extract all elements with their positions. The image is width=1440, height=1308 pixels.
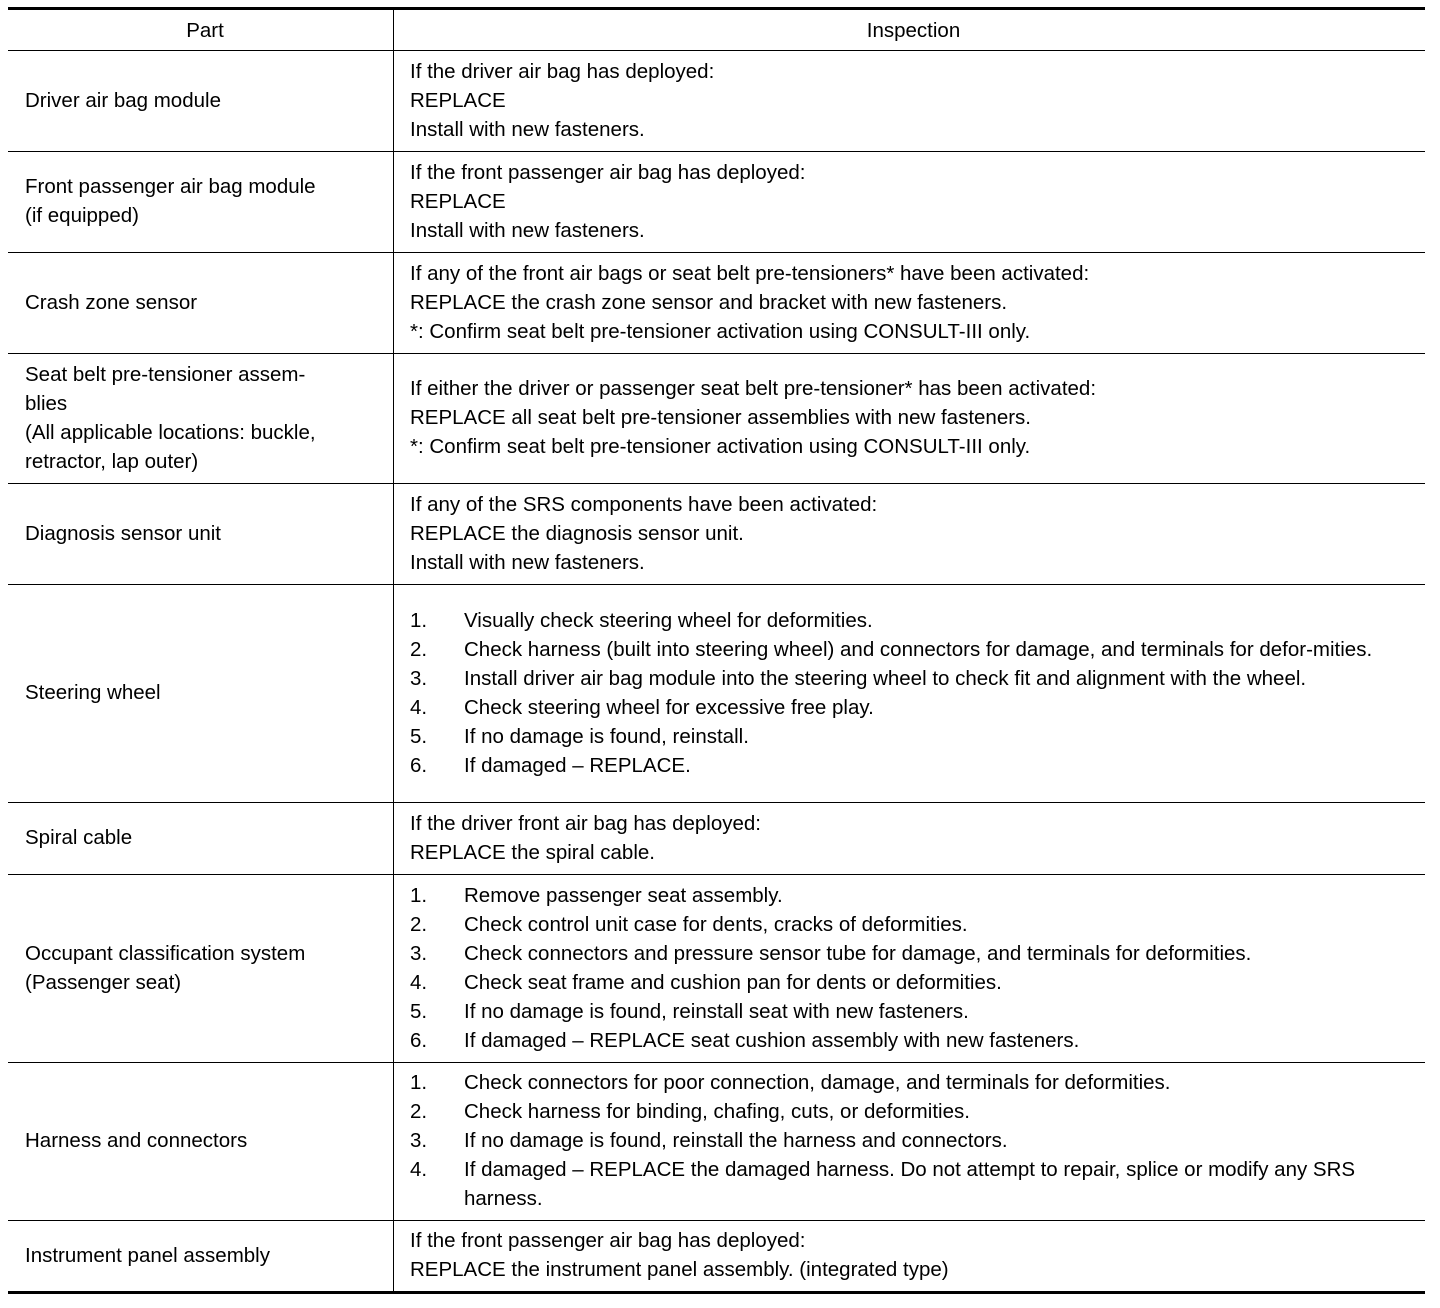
part-name: retractor, lap outer) (25, 449, 199, 473)
step-text: If damaged – REPLACE seat cushion assembly with new fasteners. (464, 1028, 1080, 1052)
part-name: Seat belt pre-tensioner assem- (25, 362, 306, 386)
inspection-line: If the driver air bag has deployed: (410, 59, 715, 83)
table-row (8, 354, 1425, 484)
step-text: If no damage is found, reinstall the harness and connectors. (464, 1129, 1008, 1152)
inspection-line: Install with new fasteners. (410, 117, 645, 141)
step-number: 2. (410, 1100, 428, 1123)
step-number: 4. (410, 1158, 428, 1181)
step-number: 5. (410, 724, 428, 748)
step-text: Visually check steering wheel for deformities. (464, 608, 873, 632)
table-row (8, 253, 1425, 354)
step-text: Check harness for binding, chafing, cuts, or deformities. (464, 1100, 970, 1123)
part-cell (8, 585, 394, 803)
table-row (8, 1063, 1425, 1221)
step-text: If no damage is found, reinstall seat with new fasteners. (464, 999, 969, 1023)
step-number: 1. (410, 883, 428, 907)
inspection-line: *: Confirm seat belt pre-tensioner activation using CONSULT-III only. (410, 435, 1031, 458)
list-item (410, 693, 1417, 722)
part-name: Harness and connectors (25, 1129, 248, 1152)
inspection-line: If the front passenger air bag has deployed: (410, 160, 806, 184)
list-item (410, 910, 1417, 939)
inspection-line: REPLACE the diagnosis sensor unit. (410, 521, 744, 545)
list-item (410, 1026, 1417, 1055)
step-number: 1. (410, 608, 428, 632)
part-cell (8, 354, 394, 484)
inspection-line: If any of the SRS components have been activated: (410, 492, 878, 516)
inspection-steps (410, 1068, 1417, 1213)
step-number: 4. (410, 695, 428, 719)
part-name: Front passenger air bag module (25, 175, 316, 198)
step-number: 3. (410, 941, 428, 965)
part-cell (8, 1221, 394, 1293)
inspection-line: If the front passenger air bag has deployed: (410, 1229, 806, 1252)
table-row (8, 51, 1425, 152)
list-item (410, 635, 1417, 664)
step-text: Check steering wheel for excessive free play. (464, 695, 874, 719)
step-number: 1. (410, 1071, 428, 1094)
table-row (8, 152, 1425, 253)
inspection-line: REPLACE all seat belt pre-tensioner assemblies with new fasteners. (410, 406, 1031, 429)
part-name: Spiral cable (25, 826, 133, 849)
inspection-cell (394, 875, 1426, 1063)
list-item (410, 1126, 1417, 1155)
step-text: Check harness (built into steering wheel) and connectors for damage, and terminals for defor-mities. (464, 637, 1373, 661)
part-cell (8, 152, 394, 253)
list-item (410, 606, 1417, 635)
inspection-line: *: Confirm seat belt pre-tensioner activation using CONSULT-III only. (410, 319, 1031, 343)
step-text: Remove passenger seat assembly. (464, 883, 783, 907)
list-item (410, 997, 1417, 1026)
part-name: Instrument panel assembly (25, 1243, 270, 1267)
step-text: Check connectors and pressure sensor tube for damage, and terminals for deformities. (464, 941, 1252, 965)
step-text: If no damage is found, reinstall. (464, 724, 749, 748)
part-cell (8, 253, 394, 354)
step-text: Install driver air bag module into the steering wheel to check fit and alignment with the wheel. (464, 666, 1307, 690)
list-item (410, 1068, 1417, 1097)
table-row (8, 1221, 1425, 1293)
list-item (410, 881, 1417, 910)
inspection-cell (394, 1063, 1426, 1221)
step-text: Check seat frame and cushion pan for dents or deformities. (464, 970, 1002, 994)
inspection-line: REPLACE (410, 88, 506, 112)
step-text: If damaged – REPLACE. (464, 753, 691, 777)
step-number: 6. (410, 753, 428, 777)
list-item (410, 751, 1417, 780)
list-item (410, 1155, 1417, 1213)
part-name: Crash zone sensor (25, 290, 198, 314)
inspection-cell (394, 152, 1426, 253)
part-cell (8, 51, 394, 152)
part-cell (8, 1063, 394, 1221)
step-number: 2. (410, 912, 428, 936)
part-cell (8, 803, 394, 875)
part-name: (All applicable locations: buckle, (25, 420, 316, 444)
step-text: Check connectors for poor connection, damage, and terminals for deformities. (464, 1071, 1171, 1094)
inspection-cell (394, 484, 1426, 585)
table-row (8, 484, 1425, 585)
part-cell (8, 875, 394, 1063)
step-number: 5. (410, 999, 428, 1023)
step-number: 3. (410, 1129, 428, 1152)
inspection-line: Install with new fasteners. (410, 550, 645, 574)
part-name: Driver air bag module (25, 88, 221, 112)
part-name: (if equipped) (25, 204, 139, 227)
inspection-line: If either the driver or passenger seat belt pre-tensioner* has been activated: (410, 377, 1097, 400)
list-item (410, 664, 1417, 693)
part-name: Steering wheel (25, 681, 161, 704)
step-number: 3. (410, 666, 428, 690)
part-cell (8, 484, 394, 585)
header-part: Part (8, 9, 394, 51)
part-name: Diagnosis sensor unit (25, 521, 221, 545)
step-number: 6. (410, 1028, 428, 1052)
list-item (410, 968, 1417, 997)
srs-inspection-table (8, 7, 1425, 1294)
inspection-steps (410, 606, 1417, 780)
inspection-steps (410, 881, 1417, 1055)
step-number: 2. (410, 637, 428, 661)
step-text: Check control unit case for dents, cracks of deformities. (464, 912, 968, 936)
inspection-cell (394, 585, 1426, 803)
inspection-line: REPLACE the spiral cable. (410, 840, 655, 864)
header-inspection: Inspection (394, 9, 1426, 51)
part-name: (Passenger seat) (25, 970, 182, 994)
inspection-line: REPLACE the crash zone sensor and bracket with new fasteners. (410, 290, 1008, 314)
part-name: Occupant classification system (25, 941, 306, 965)
step-number: 4. (410, 970, 428, 994)
step-text: If damaged – REPLACE the damaged harness. Do not attempt to repair, splice or modify any SRS harness. (464, 1158, 1356, 1210)
inspection-cell (394, 1221, 1426, 1293)
inspection-cell (394, 253, 1426, 354)
inspection-line: If any of the front air bags or seat belt pre-tensioners* have been activated: (410, 261, 1090, 285)
list-item (410, 722, 1417, 751)
inspection-cell (394, 51, 1426, 152)
inspection-line: REPLACE (410, 189, 506, 213)
header-row (8, 9, 1425, 51)
table-row (8, 585, 1425, 803)
inspection-line: If the driver front air bag has deployed: (410, 811, 761, 835)
part-name: blies (25, 391, 68, 415)
inspection-line: Install with new fasteners. (410, 218, 645, 242)
table-row (8, 875, 1425, 1063)
list-item (410, 939, 1417, 968)
list-item (410, 1097, 1417, 1126)
table-row (8, 803, 1425, 875)
inspection-line: REPLACE the instrument panel assembly. (integrated type) (410, 1258, 949, 1281)
inspection-cell (394, 803, 1426, 875)
inspection-cell (394, 354, 1426, 484)
